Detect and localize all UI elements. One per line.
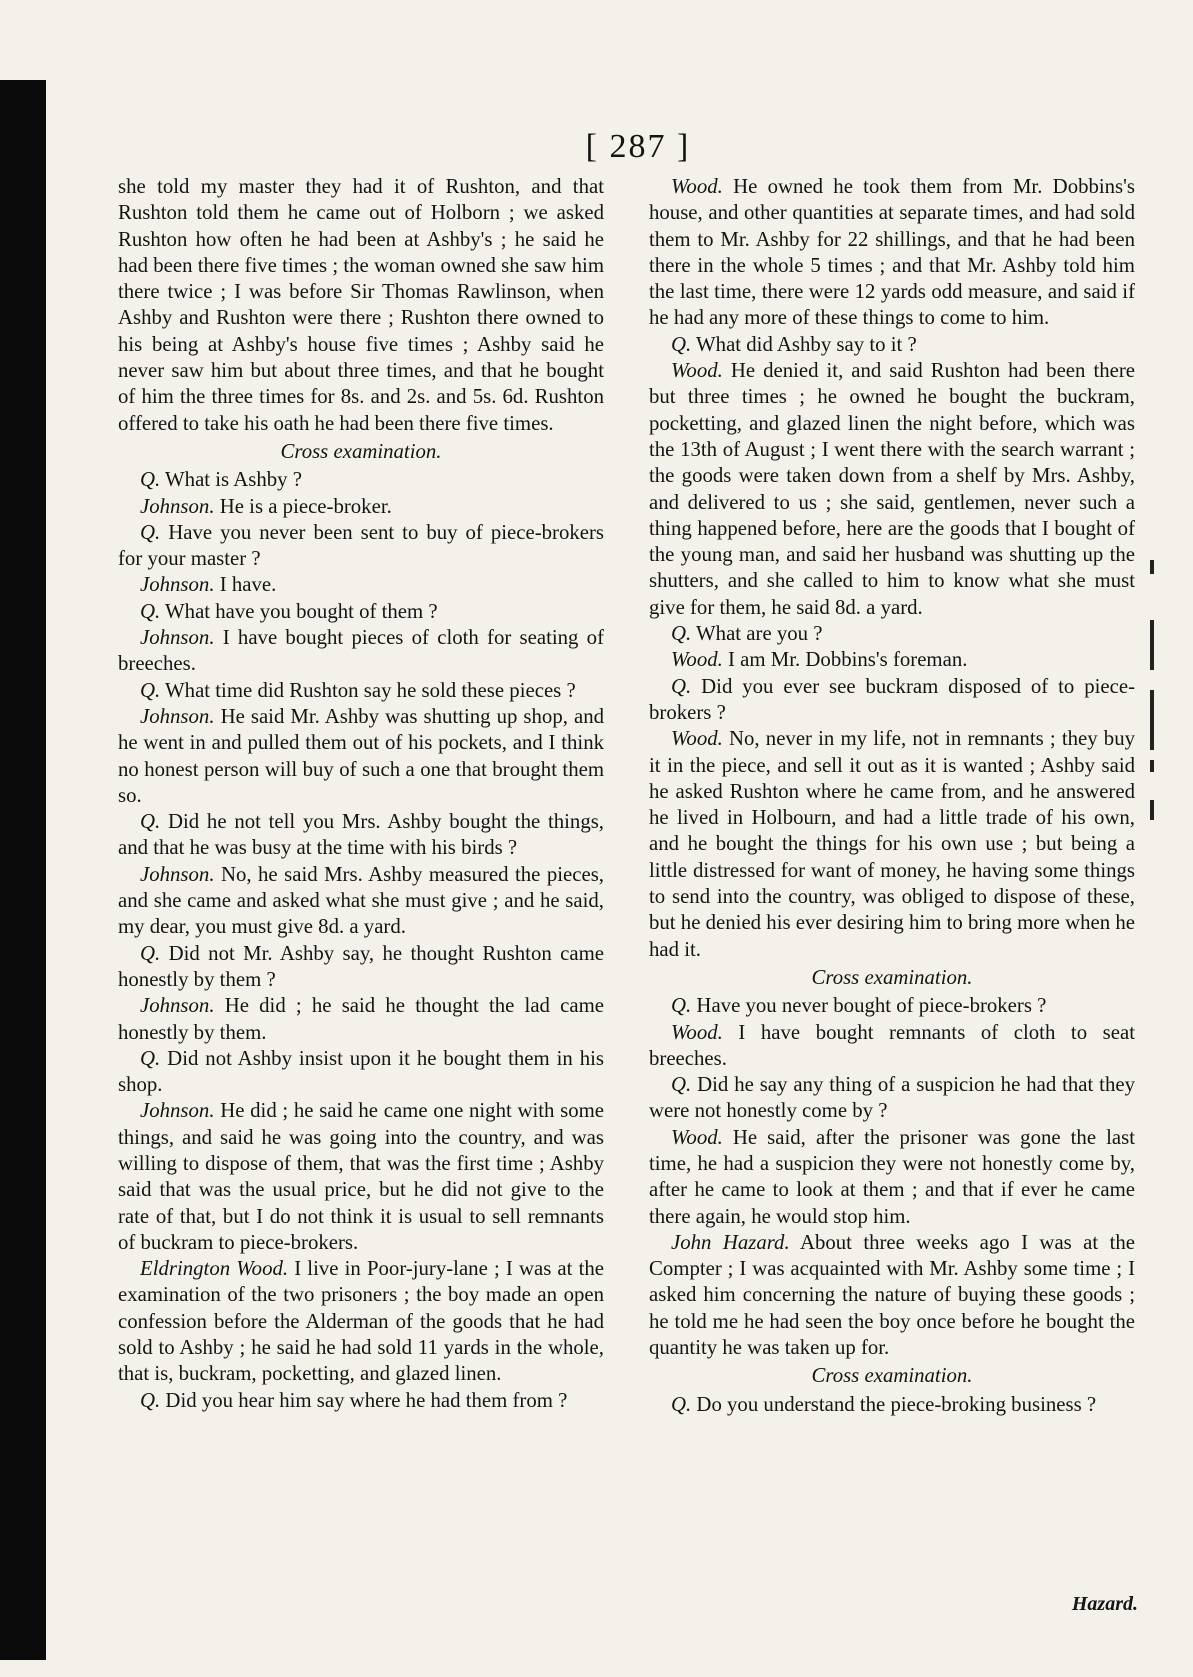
speaker-label: John Hazard. (671, 1230, 790, 1254)
paragraph (649, 674, 1135, 727)
speaker-label: Q. (671, 994, 692, 1018)
speaker-label: Q. (671, 674, 692, 698)
paragraph-text: What time did Rushton say he sold these pieces ? (165, 678, 576, 702)
speaker-label: Q. (671, 332, 692, 356)
paragraph (118, 993, 604, 1046)
paragraph (649, 1072, 1135, 1125)
document-page (118, 128, 1138, 1615)
paragraph-text: No, never in my life, not in remnants ; they buy it in the piece, and sell it out as it is wanted ; Ashby said he asked Rushton where he came from, and he answered he lived in Holbourn, and had a little trade of his own, and he bought the things for his own use ; but being a little distressed for want of money, he having some things to send into the country, was obliged to dispose of these, but he denied his ever desiring him to bring more when he had it. (649, 727, 1136, 961)
speaker-label: Wood. (671, 727, 723, 751)
paragraph (118, 599, 604, 625)
paragraph-text: I have bought pieces of cloth for seating of breeches. (118, 626, 604, 676)
speaker-label: Wood. (671, 1020, 723, 1044)
paragraph-text: Have you never been sent to buy of piece-brokers for your master ? (118, 520, 604, 571)
paragraph (649, 726, 1135, 963)
paragraph-text: He is a piece-broker. (219, 494, 392, 518)
page-number: [ 287 ] (585, 128, 691, 165)
paragraph (118, 1046, 604, 1099)
paragraph-text: What have you bought of them ? (165, 599, 438, 623)
paragraph (118, 809, 604, 862)
paragraph (649, 332, 1135, 358)
paragraph-text: What are you ? (696, 622, 823, 646)
speaker-label: Q. (671, 1073, 692, 1097)
paragraph (649, 993, 1135, 1019)
paragraph (118, 941, 604, 994)
speaker-label: Johnson. (140, 1099, 215, 1123)
paragraph (118, 494, 604, 520)
paragraph-text: Did he not tell you Mrs. Ashby bought the things, and that he was busy at the time with his birds ? (118, 810, 605, 860)
speaker-label: Q. (140, 1046, 161, 1070)
paragraph (649, 358, 1135, 621)
speaker-label: Q. (671, 622, 692, 646)
speaker-label: Q. (140, 941, 161, 965)
speaker-label: Johnson. (140, 626, 215, 650)
paragraph-text: she told my master they had it of Rushton, and that Rushton told them he came out of Holborn ; we asked Rushton how often he had been at Ashby's ; he said he had been there five times ; the woman owned she saw him there twice ; I was before Sir Thomas Rawlinson, when Ashby and Rushton were there ; Rushton there owned to his being at Ashby's house five times ; Ashby said he never saw him but about three times, and that he bought of him the three times for 8s. and 2s. and 5s. 6d. Rushton offered to take his oath he had been there five times. (118, 175, 604, 435)
speaker-label: Q. (140, 678, 161, 702)
paragraph (649, 1020, 1135, 1073)
paragraph (649, 1392, 1135, 1418)
paragraph-text: Did you ever see buckram disposed of to piece-brokers ? (649, 674, 1136, 724)
speaker-label: Wood. (671, 1125, 723, 1149)
paragraph-text: He owned he took them from Mr. Dobbins's house, and other quantities at separate times, and had sold them to Mr. Ashby for 22 shillings, and that he had been there in the whole 5 times ; and that Mr. Ashby told him the last time, there were 12 yards odd measure, and said if he had any more of these things to come to him. (649, 175, 1135, 330)
paragraph (649, 621, 1135, 647)
section-heading: Cross examination. (811, 1364, 973, 1388)
paragraph-text: Did you hear him say where he had them from ? (165, 1388, 568, 1412)
speaker-label: Johnson. (140, 994, 215, 1018)
paragraph-text: He did ; he said he came one night with some things, and said he was going into the country, and was willing to dispose of them, that was the first time ; Ashby said that was the usual price, but he did not give to the rate of that, but I do not think it is usual to sell remnants of buckram to piece-brokers. (118, 1099, 605, 1254)
speaker-label: Johnson. (140, 862, 215, 886)
speaker-label: Q. (140, 810, 161, 834)
speaker-label: Eldrington Wood. (140, 1257, 289, 1281)
paragraph (118, 1256, 604, 1387)
paragraph (118, 520, 604, 573)
speaker-label: Q. (140, 468, 161, 492)
speaker-label: Q. (140, 599, 161, 623)
paragraph (118, 572, 604, 598)
speaker-label: Johnson. (140, 494, 215, 518)
page-binding-shadow (0, 80, 46, 1660)
paragraph (649, 1125, 1135, 1230)
paragraph-text: He said Mr. Ashby was shutting up shop, and he went in and pulled them out of his pockets, and I think no honest person will buy of such a one that brought them so. (118, 704, 604, 807)
paragraph (649, 1230, 1135, 1361)
paragraph (118, 1098, 604, 1256)
paragraph-text: I have. (219, 573, 277, 597)
paragraph-text: He did ; he said he thought the lad came honestly by them. (118, 994, 605, 1044)
paragraph-text: Did not Mr. Ashby say, he thought Rushton came honestly by them ? (118, 941, 604, 991)
paragraph (118, 704, 604, 809)
section-heading: Cross examination. (811, 965, 973, 989)
paragraph (118, 1388, 604, 1414)
paragraph (118, 174, 604, 437)
speaker-label: Wood. (671, 175, 723, 198)
speaker-label: Q. (671, 1392, 692, 1416)
paragraph-text: No, he said Mrs. Ashby measured the pieces, and she came and asked what she must give ; and he said, my dear, you must give 8d. a yard. (118, 862, 604, 939)
paragraph (118, 625, 604, 678)
paragraph-text: I am Mr. Dobbins's foreman. (728, 648, 968, 672)
paragraph-text: Have you never bought of piece-brokers ? (696, 994, 1047, 1018)
right-column (649, 174, 1135, 1418)
paragraph-text: Did not Ashby insist upon it he bought them in his shop. (118, 1046, 605, 1097)
catchword: Hazard. (1071, 1593, 1138, 1615)
speaker-label: Johnson. (140, 704, 215, 728)
paragraph-text: I live in Poor-jury-lane ; I was at the examination of the two prisoners ; the boy made an open confession before the Alderman of the goods that he had sold to Ashby ; he said he had sold 11 yards in the whole, that is, buckram, pocketting, and glazed linen. (118, 1257, 604, 1386)
paragraph (649, 647, 1135, 673)
paragraph (118, 862, 604, 941)
paragraph (118, 678, 604, 704)
paragraph-text: Did he say any thing of a suspicion he had that they were not honestly come by ? (649, 1073, 1135, 1123)
speaker-label: Johnson. (140, 573, 215, 597)
paragraph-text: I have bought remnants of cloth to seat breeches. (649, 1020, 1135, 1070)
paragraph (118, 467, 604, 493)
paragraph-text: Do you understand the piece-broking business ? (696, 1392, 1097, 1416)
left-column (118, 174, 604, 1414)
speaker-label: Q. (140, 520, 161, 544)
margin-marks (1150, 560, 1156, 860)
paragraph-text: What is Ashby ? (165, 468, 302, 492)
paragraph-text: What did Ashby say to it ? (696, 332, 917, 356)
speaker-label: Q. (140, 1388, 161, 1412)
paragraph-text: He denied it, and said Rushton had been there but three times ; he owned he bought the buckram, pocketting, and glazed linen the night before, which was the 13th of August ; I went there with the search warrant ; the goods were taken down from a shelf by Mrs. Ashby, and delivered to us ; she said, gentlemen, never such a thing happened before, here are the goods that I bought of the young man, and said her husband was shutting up the shutters, and she called to him to know what she must give for them, he said 8d. a yard. (649, 359, 1136, 619)
paragraph-text: About three weeks ago I was at the Compter ; I was acquainted with Mr. Ashby some time ; I asked him concerning the nature of buying these goods ; he told me he had seen the boy once before he bought the quantity he was taken up for. (649, 1230, 1135, 1360)
paragraph-text: He said, after the prisoner was gone the last time, he had a suspicion they were not honestly come by, after he came to look at them ; and that if ever he came there again, he would stop him. (649, 1125, 1135, 1228)
speaker-label: Wood. (671, 648, 723, 672)
speaker-label: Wood. (671, 359, 723, 383)
section-heading: Cross examination. (280, 439, 442, 463)
paragraph (649, 174, 1135, 332)
